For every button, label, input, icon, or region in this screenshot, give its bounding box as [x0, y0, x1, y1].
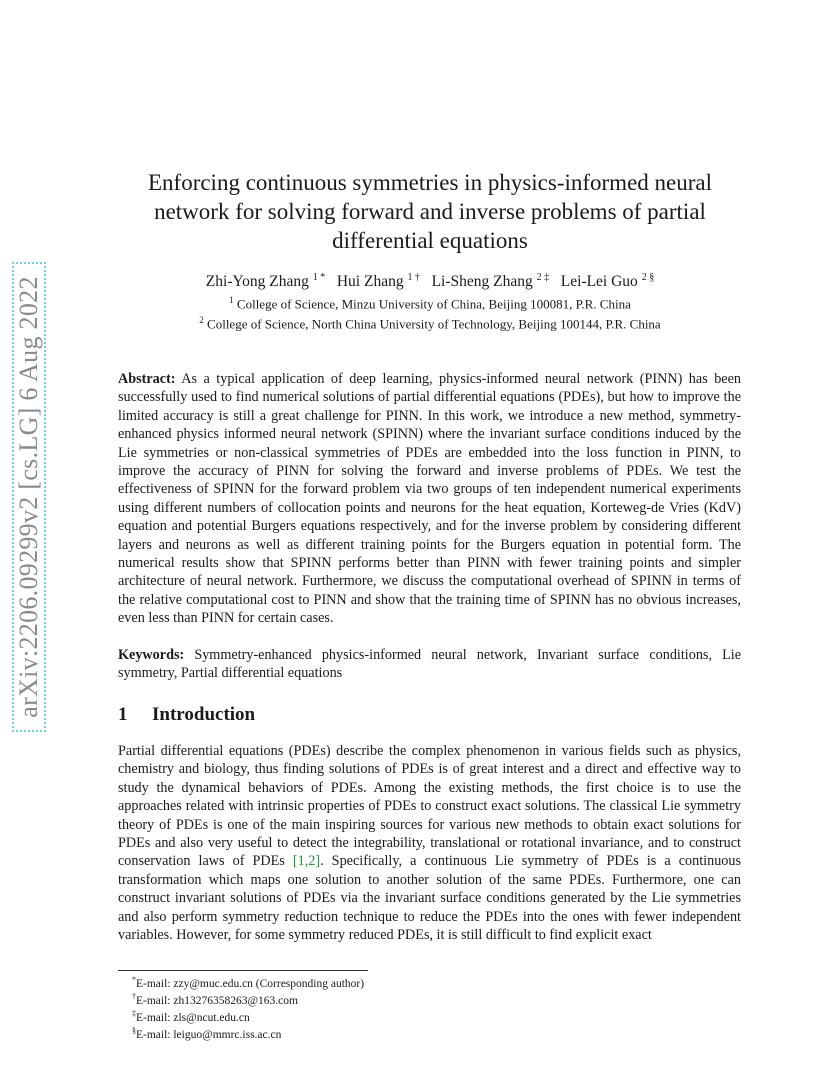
paper-title: [120, 168, 740, 255]
footnote-text: E-mail: zls@ncut.edu.cn: [136, 1011, 250, 1024]
footnote-mark: ‡: [132, 1009, 136, 1018]
author-mark: 2 §: [641, 272, 655, 283]
intro-paragraph: [118, 742, 741, 944]
author-name: Lei-Lei Guo: [560, 273, 638, 291]
author-mark: 1 *: [312, 272, 326, 283]
footnote: [132, 992, 298, 1007]
footnote-divider: [118, 970, 368, 971]
section-heading: [118, 704, 255, 726]
section-title: Introduction: [152, 704, 256, 725]
section-number: 1: [118, 704, 128, 725]
title-line: Enforcing continuous symmetries in physics-informed neural: [147, 170, 713, 195]
intro-text: Partial differential equations (PDEs) describe the complex phenomenon in various fields such as physics, chemistry and biology, thus finding solutions of PDEs is of great interest and a direct and effective way to study the dynamical behaviors of PDEs. Among the existing methods, the first choice is to use the approaches related with intrinsic properties of PDEs to construct exact solutions. The classical Lie symmetry theory of PDEs is one of the main inspiring sources for various new methods to obtain exact solutions for PDEs and also very useful to detect the integrability, translational or rotational invariance, and to construct conservation laws of PDEs: [118, 743, 741, 870]
keywords-label: Keywords:: [118, 647, 185, 663]
author-mark: 2 ‡: [536, 272, 550, 283]
title-line: differential equations: [332, 228, 528, 253]
author-name: Hui Zhang: [336, 273, 404, 291]
footnote: [132, 1026, 281, 1041]
keywords: [118, 646, 741, 683]
footnote-text: E-mail: zzy@muc.edu.cn (Corresponding author): [136, 977, 365, 990]
abstract-text: As a typical application of deep learning, physics-informed neural network (PINN) has been successfully used to find numerical solutions of partial differential equations (PDEs), but how to improve the limited accuracy is still a great challenge for PINN. In this work, we introduce a new method, symmetry-enhanced physics informed neural network (SPINN) where the invariant surface conditions induced by the Lie symmetries or non-classical symmetries of PDEs are embedded into the loss function in PINN, to improve the accuracy of PINN for solving the forward and inverse problems of PDEs. We test the effectiveness of SPINN for the forward problem via two groups of ten independent numerical experiments using different numbers of collocation points and neurons for the heat equation, Korteweg-de Vries (KdV) equation and potential Burgers equations respectively, and for the inverse problem by considering different layers and neurons as well as different training points for the Burgers equation in potential form. The numerical results show that SPINN performs better than PINN with fewer training points and simpler architecture of neural network. Furthermore, we discuss the computational overhead of SPINN in terms of the relative computational cost to PINN and show that the training time of SPINN has no obvious increases, even less than PINN for certain cases.: [118, 371, 741, 627]
footnote-mark: †: [132, 992, 136, 1001]
citation-link[interactable]: [1,2]: [292, 853, 321, 870]
footnote: [132, 975, 364, 990]
author-mark: 1 †: [407, 272, 420, 283]
affiliation-mark: 1: [229, 295, 234, 305]
footnote-text: E-mail: leiguo@mmrc.iss.ac.cn: [136, 1028, 282, 1041]
footnote-text: E-mail: zh13276358263@163.com: [136, 994, 298, 1007]
footnote-mark: *: [132, 975, 136, 984]
affiliation: [120, 295, 740, 312]
footnote: [132, 1009, 250, 1024]
abstract-label: Abstract:: [118, 371, 176, 387]
footnote-mark: §: [132, 1026, 136, 1035]
arxiv-identifier-stamp[interactable]: [12, 262, 46, 732]
author-name: Zhi-Yong Zhang: [205, 273, 309, 291]
author-list: [120, 272, 740, 291]
affiliation-text: College of Science, North China University of Technology, Beijing 100144, P.R. China: [207, 316, 661, 332]
keywords-text: Symmetry-enhanced physics-informed neural network, Invariant surface conditions, Lie symmetry, Partial differential equations: [118, 647, 742, 682]
affiliation: [120, 315, 740, 332]
intro-text: . Specifically, a continuous Lie symmetry of PDEs is a continuous transformation which maps one solution to another solution of the same PDEs. Furthermore, one can construct invariant solutions of PDEs via the invariant surface conditions generated by the Lie symmetries and also perform symmetry reduction technique to reduce the PDEs into the ones with fewer independent variables. However, for some symmetry reduced PDEs, it is still difficult to find explicit exact: [118, 853, 741, 944]
affiliation-mark: 2: [199, 315, 204, 325]
author-name: Li-Sheng Zhang: [431, 273, 533, 291]
abstract: [118, 370, 741, 628]
affiliation-text: College of Science, Minzu University of China, Beijing 100081, P.R. China: [236, 296, 631, 312]
arxiv-identifier[interactable]: arXiv:2206.09299v2 [cs.LG] 6 Aug 2022: [14, 276, 43, 718]
title-line: network for solving forward and inverse problems of partial: [154, 199, 706, 224]
